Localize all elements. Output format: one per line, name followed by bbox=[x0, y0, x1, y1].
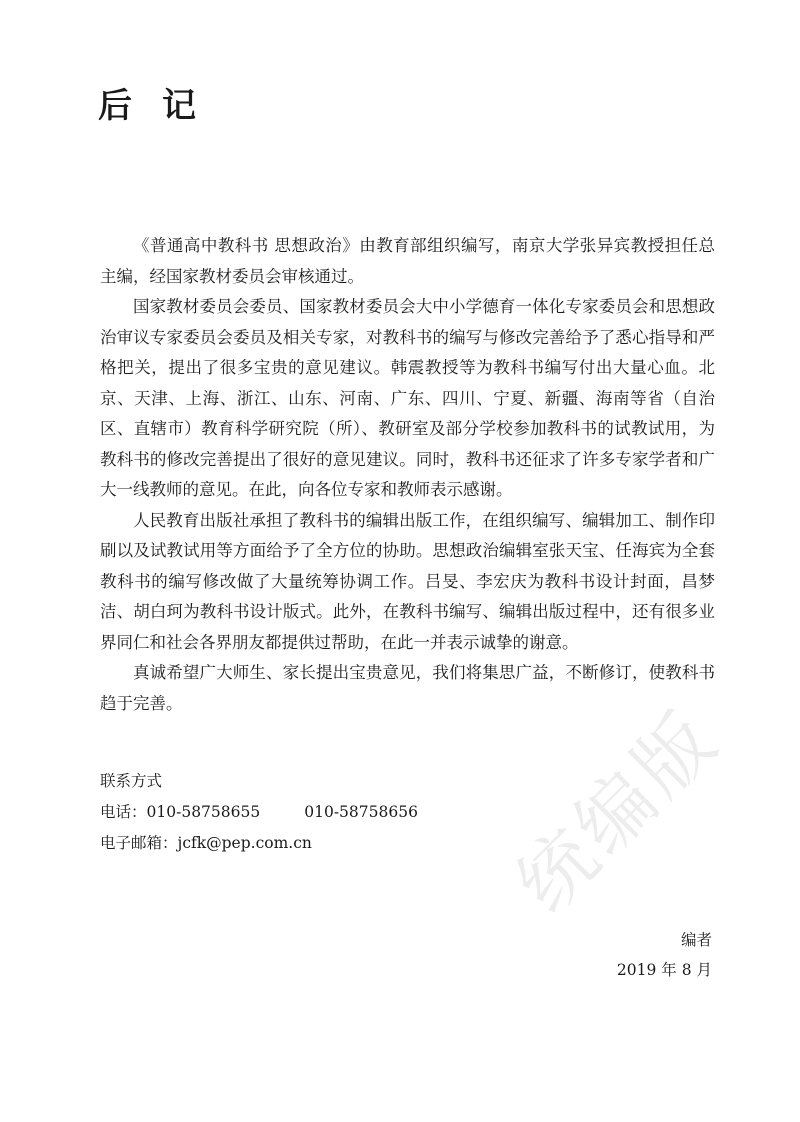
email-label: 电子邮箱： bbox=[100, 834, 178, 852]
signature-author: 编者 bbox=[680, 931, 712, 949]
email-address: jcfk@pep.com.cn bbox=[177, 834, 312, 852]
watermark: 统编版 bbox=[499, 692, 737, 930]
paragraph-3: 人民教育出版社承担了教科书的编辑出版工作，在组织编写、编辑加工、制作印刷以及试教试用等方面给予了全方位的协助。思想政治编辑室张天宝、任海宾为全套教科书的编写修改做了大量统筹协调工作。吕旻、李宏庆为教科书设计封面，昌梦洁、胡白珂为教科书设计版式。此外，在教科书编写、编辑出版过程中，还有很多业界同仁和社会各界朋友都提供过帮助，在此一并表示诚挚的谢意。 bbox=[100, 510, 715, 652]
phone-line bbox=[100, 797, 418, 828]
phone-number-1: 010-58758655 bbox=[146, 803, 261, 821]
paragraph-4: 真诚希望广大师生、家长提出宝贵意见，我们将集思广益，不断修订，使教科书趋于完善。 bbox=[100, 663, 715, 713]
signature-date: 2019 年 8 月 bbox=[616, 961, 712, 979]
paragraph-2: 国家教材委员会委员、国家教材委员会大中小学德育一体化专家委员会和思想政治审议专家委员会委员及相关专家，对教科书的编写与修改完善给予了悉心指导和严格把关，提出了很多宝贵的意见建议。韩震教授等为教科书编写付出大量心血。北京、天津、上海、浙江、山东、河南、广东、四川、宁夏、新疆、海南等省（自治区、直辖市）教育科学研究院（所）、教研室及部分学校参加教科书的试教试用，为教科书的修改完善提出了很好的意见建议。同时，教科书还征求了许多专家学者和广大一线教师的意见。在此，向各位专家和教师表示感谢。 bbox=[100, 297, 715, 499]
signature-block bbox=[617, 925, 712, 985]
phone-label: 电话： bbox=[100, 803, 147, 821]
email-line bbox=[100, 828, 418, 859]
article-body bbox=[100, 231, 715, 719]
contact-heading: 联系方式 bbox=[100, 772, 163, 790]
page-title: 后记 bbox=[98, 86, 226, 126]
phone-number-2: 010-58758656 bbox=[304, 803, 418, 821]
paragraph-1: 《普通高中教科书 思想政治》由教育部组织编写，南京大学张异宾教授担任总主编，经国家教材委员会审核通过。 bbox=[100, 236, 715, 286]
contact-block bbox=[100, 766, 418, 859]
